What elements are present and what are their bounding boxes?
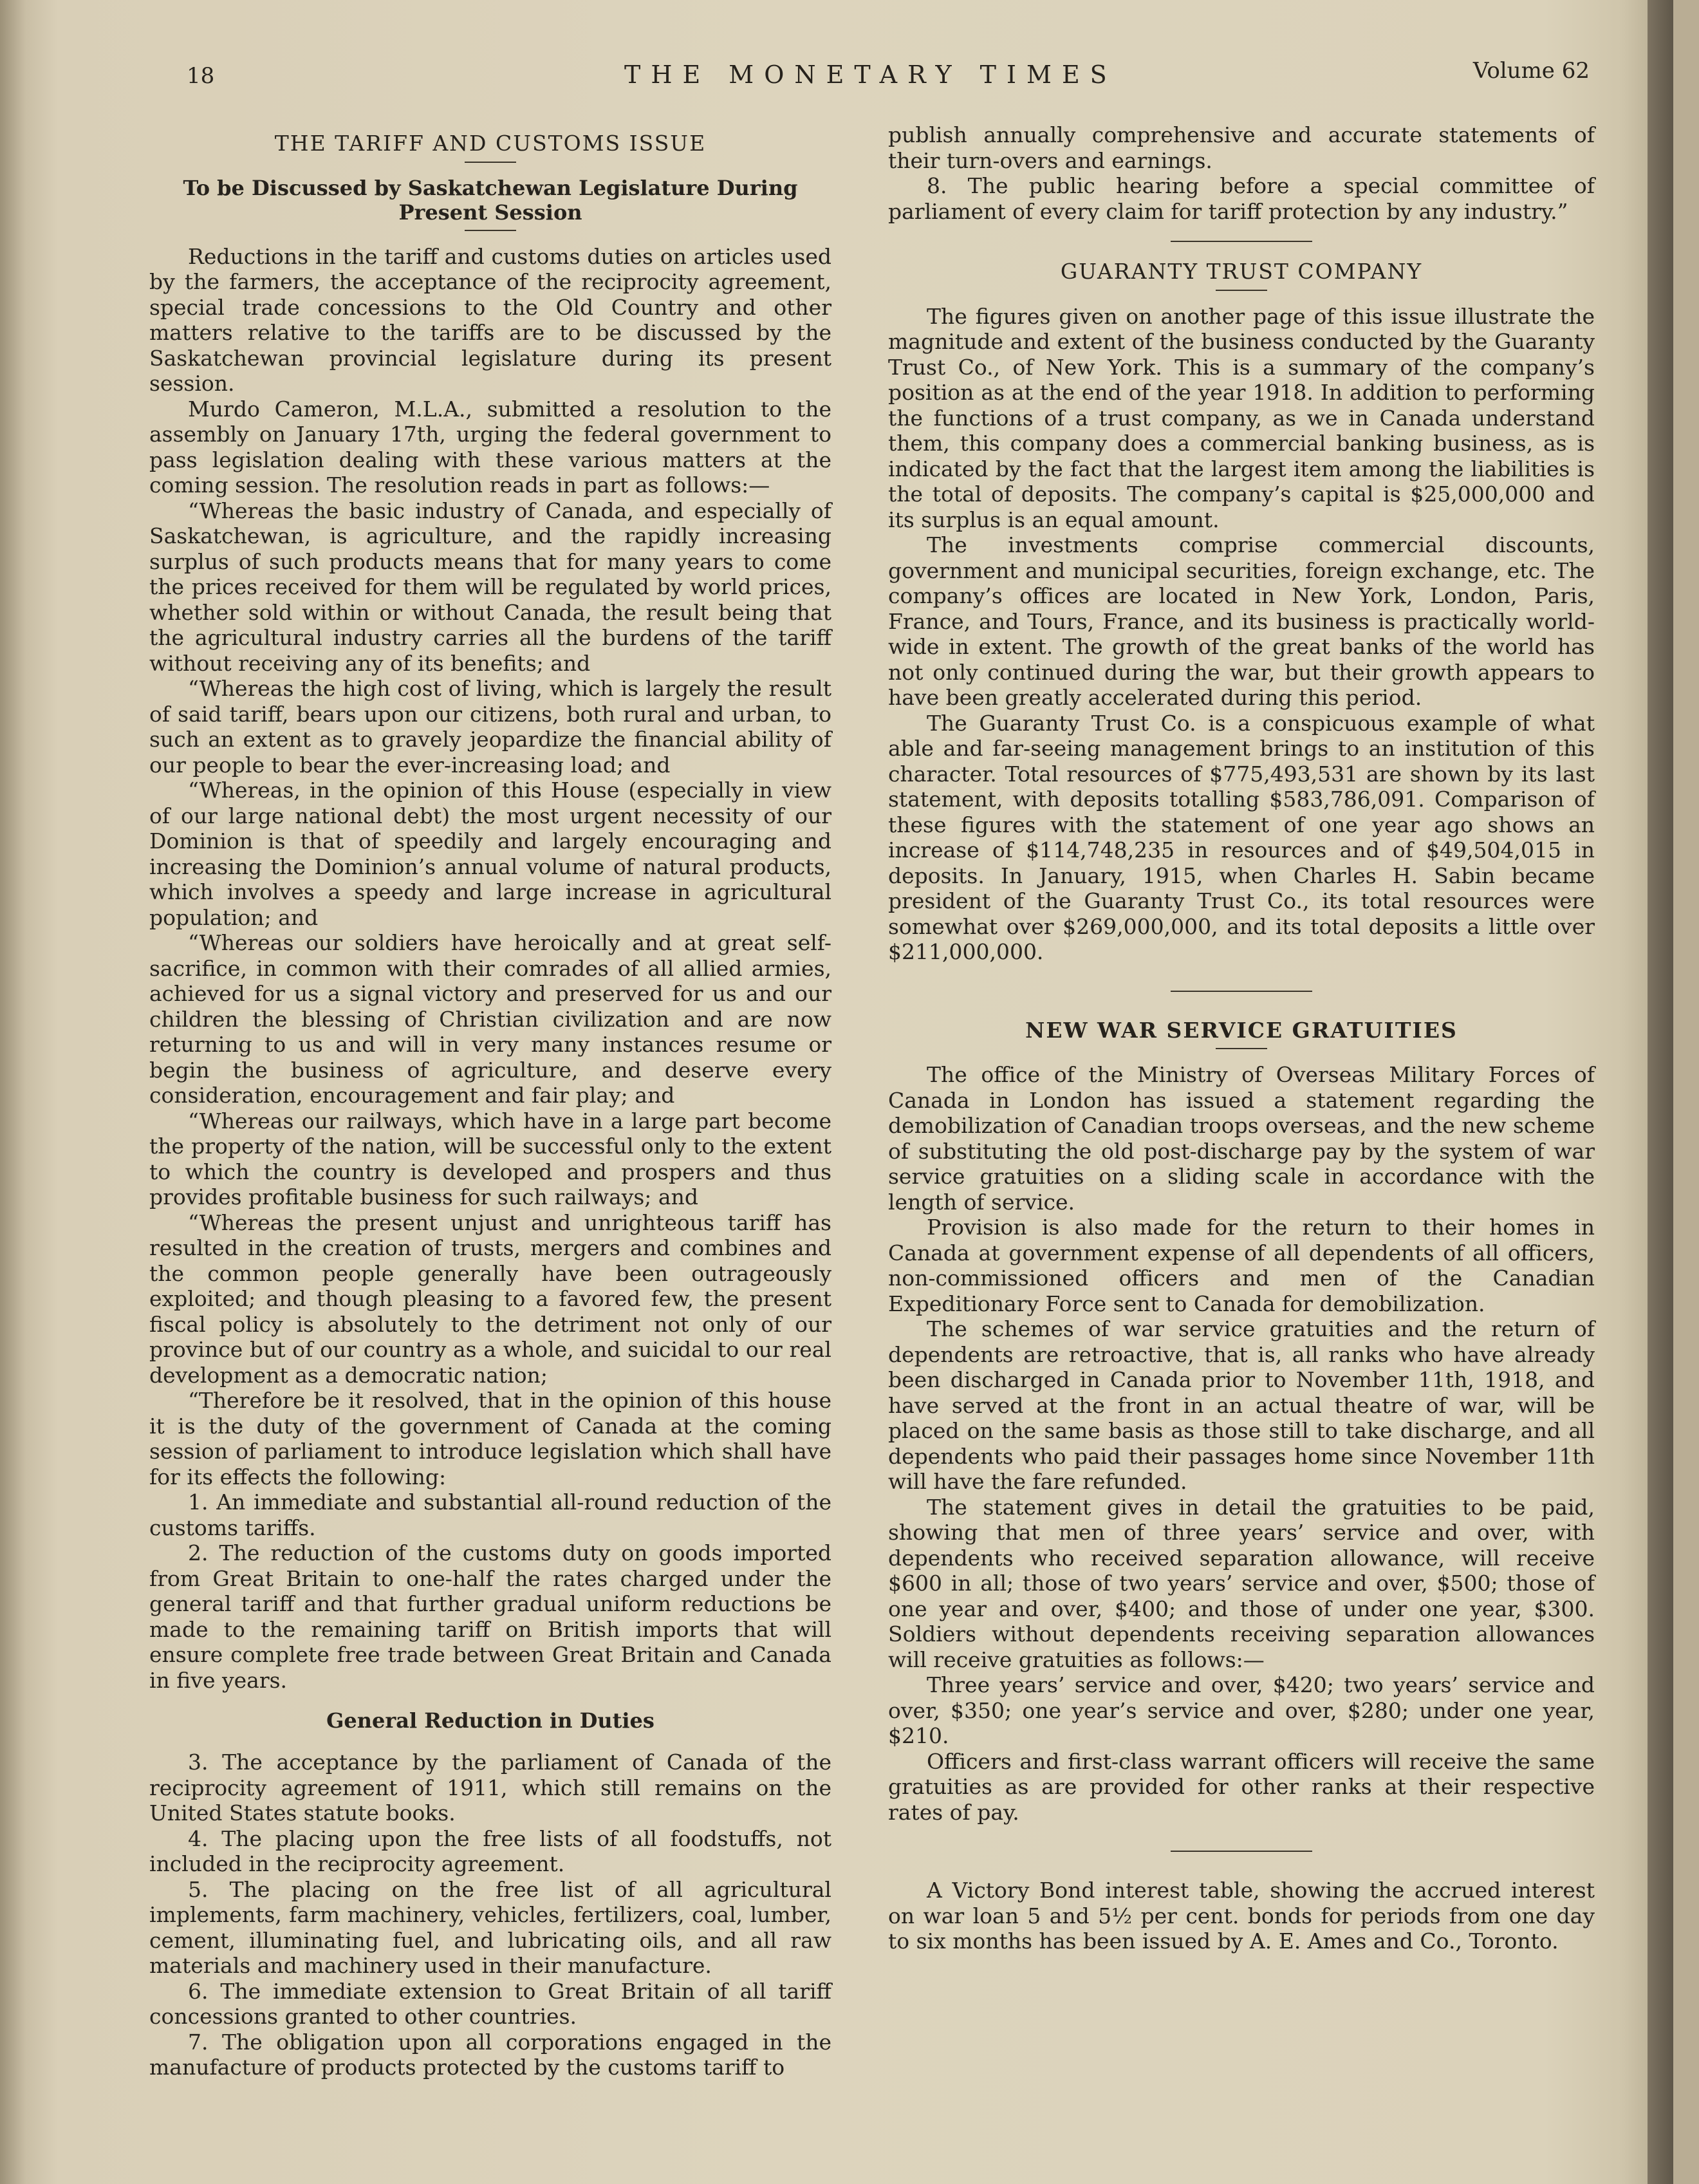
paragraph: 6. The immediate extension to Great Britain of all tariff concessions granted to other countries. <box>149 1978 831 2029</box>
title-rule <box>1216 290 1267 291</box>
paragraph: “Whereas the high cost of living, which is largely the result of said tariff, bears upon our citizens, both rural and urban, to such an extent as to gravely jeopardize the financial ability of our people to bear the ever-increasing load; and <box>149 676 831 778</box>
page-number: 18 <box>187 63 215 89</box>
paragraph: Three years’ service and over, $420; two years’ service and over, $350; one year’s service and over, $280; under one year, $210. <box>888 1672 1595 1748</box>
journal-title: THE MONETARY TIMES <box>624 61 1117 89</box>
title-rule <box>465 162 516 163</box>
paragraph-continued: publish annually comprehensive and accurate statements of their turn-overs and earnings. <box>888 122 1595 173</box>
paragraph: “Whereas our soldiers have heroically and at great self-sacrifice, in common with their comrades of all allied armies, achieved for us a signal victory and preserved for us and our children the blessing of Christian civilization and are now returning to us and will in very many instances resume or begin the business of agriculture, and deserve every consideration, encouragement and fair play; and <box>149 930 831 1108</box>
volume-label: Volume 62 <box>1472 58 1590 84</box>
section-divider <box>1171 1851 1312 1852</box>
article-title-gratuities: NEW WAR SERVICE GRATUITIES <box>1025 1017 1458 1043</box>
paragraph: 7. The obligation upon all corporations engaged in the manufacture of products protected by the customs tariff to <box>149 2029 831 2080</box>
right-column <box>888 122 1595 1954</box>
paragraph: “Whereas the basic industry of Canada, and especially of Saskatchewan, is agriculture, and the rapidly increasing surplus of such products means that for many years to come the prices received for them will be regulated by world prices, whether sold within or without Canada, the result being that the agricultural industry carries all the burdens of the tariff without receiving any of its benefits; and <box>149 498 831 676</box>
paragraph: 3. The acceptance by the parliament of Canada of the reciprocity agreement of 1911, which still remains on the United States statute books. <box>149 1750 831 1825</box>
paragraph: 8. The public hearing before a special committee of parliament of every claim for tariff protection by any industry.” <box>888 173 1595 224</box>
section-divider <box>1171 991 1312 992</box>
paragraph: The schemes of war service gratuities and the return of dependents are retroactive, that is, all ranks who have already been discharged in Canada prior to November 11th, 1918, and have served at the front in an actual theatre of war, will be placed on the same basis as those still to take discharge, and all dependents who paid their passages home since November 11th will have the fare refunded. <box>888 1316 1595 1494</box>
article-deck-tariff: To be Discussed by Saskatchewan Legislature During Present Session <box>183 175 798 225</box>
paragraph: 1. An immediate and substantial all-round reduction of the customs tariffs. <box>149 1489 831 1540</box>
paragraph: 4. The placing upon the free lists of all foodstuffs, not included in the reciprocity agreement. <box>149 1825 831 1876</box>
section-subhead: General Reduction in Duties <box>326 1708 655 1733</box>
paragraph: “Whereas the present unjust and unrighteous tariff has resulted in the creation of trusts, mergers and combines and the common people generally have been outrageously exploited; and though pleasing to a favored few, the present fiscal policy is absolutely to the detriment not only of our province but of our country as a whole, and suicidal to our real development as a democratic nation; <box>149 1209 831 1388</box>
title-rule <box>1216 1048 1267 1049</box>
article-title-tariff: THE TARIFF AND CUSTOMS ISSUE <box>274 131 707 156</box>
paragraph: Provision is also made for the return to their homes in Canada at government expense of all dependents of all officers, non-commissioned officers and men of the Canadian Expeditionary Force sent to Canada for demobilization. <box>888 1215 1595 1316</box>
paragraph: 5. The placing on the free list of all agricultural implements, farm machinery, vehicles, fertilizers, coal, lumber, cement, illuminating fuel, and lubricating oils, and all raw materials and machinery used in their manufacture. <box>149 1876 831 1978</box>
paragraph: The investments comprise commercial discounts, government and municipal securities, foreign exchange, etc. The company’s offices are located in New York, London, Paris, France, and Tours, France, and its business is practically world-wide in extent. The growth of the great banks of the world has not only continued during the war, but their growth appears to have been greatly accelerated during this period. <box>888 532 1595 710</box>
paragraph: 2. The reduction of the customs duty on goods imported from Great Britain to one-half the rates charged under the general tariff and that further gradual uniform reductions be made to the remaining tariff on British imports that will ensure complete free trade between Great Britain and Canada in five years. <box>149 1540 831 1693</box>
paragraph: Reductions in the tariff and customs duties on articles used by the farmers, the acceptance of the reciprocity agreement, special trade concessions to the Old Country and other matters relative to the tariffs are to be discussed by the Saskatchewan provincial legislature during its present session. <box>149 243 831 396</box>
paragraph: The office of the Ministry of Overseas Military Forces of Canada in London has issued a statement regarding the demobilization of Canadian troops overseas, and the new scheme of substituting the old post-discharge pay by the system of war service gratuities on a sliding scale in accordance with the length of service. <box>888 1062 1595 1215</box>
paragraph: Murdo Cameron, M.L.A., submitted a resolution to the assembly on January 17th, urging the federal government to pass legislation dealing with these various matters at the coming session. The resolution reads in part as follows:— <box>149 396 831 498</box>
left-column <box>149 126 831 2080</box>
book-spine <box>1648 0 1673 2184</box>
section-divider <box>1171 241 1312 242</box>
paragraph: The figures given on another page of this issue illustrate the magnitude and extent of the business conducted by the Guaranty Trust Co., of New York. This is a summary of the company’s position as at the end of the year 1918. In addition to performing the functions of a trust company, as we in Canada understand them, this company does a commercial banking business, as is indicated by the fact that the largest item among the liabilities is the total of deposits. The company’s capital is $25,000,000 and its surplus is an equal amount. <box>888 303 1595 532</box>
paragraph: The statement gives in detail the gratuities to be paid, showing that men of three years’ service and over, with dependents who received separation allowance, will receive $600 in all; those of two years’ service and over, $500; those of one year and over, $400; and those of under one year, $300. Soldiers without dependents receiving separation allowances will receive gratuities as follows:— <box>888 1494 1595 1672</box>
deck-rule <box>465 230 516 231</box>
brief-notice: A Victory Bond interest table, showing the accrued interest on war loan 5 and 5½ per cent. bonds for periods from one day to six months has been issued by A. E. Ames and Co., Toronto. <box>888 1878 1595 1954</box>
paragraph: The Guaranty Trust Co. is a conspicuous example of what able and far-seeing management brings to an institution of this character. Total resources of $775,493,531 are shown by its last statement, with deposits totalling $583,786,091. Comparison of these figures with the statement of one year ago shows an increase of $114,748,235 in resources and of $49,504,015 in deposits. In January, 1915, when Charles H. Sabin became president of the Guaranty Trust Co., its total resources were somewhat over $269,000,000, and its total deposits a little over $211,000,000. <box>888 710 1595 964</box>
paragraph: “Whereas, in the opinion of this House (especially in view of our large national debt) the most urgent necessity of our Dominion is that of speedily and largely encouraging and increasing the Dominion’s annual volume of natural products, which involves a speedy and large increase in agricultural population; and <box>149 778 831 930</box>
paragraph: “Whereas our railways, which have in a large part become the property of the nation, will be successful only to the extent to which the country is developed and prospers and thus provides profitable business for such railways; and <box>149 1108 831 1209</box>
paragraph: “Therefore be it resolved, that in the opinion of this house it is the duty of the government of Canada at the coming session of parliament to introduce legislation which shall have for its effects the following: <box>149 1388 831 1489</box>
article-title-guaranty: GUARANTY TRUST COMPANY <box>1060 259 1423 284</box>
paragraph: Officers and first-class warrant officers will receive the same gratuities as are provided for other ranks at their respective rates of pay. <box>888 1748 1595 1825</box>
running-head <box>187 58 1590 97</box>
